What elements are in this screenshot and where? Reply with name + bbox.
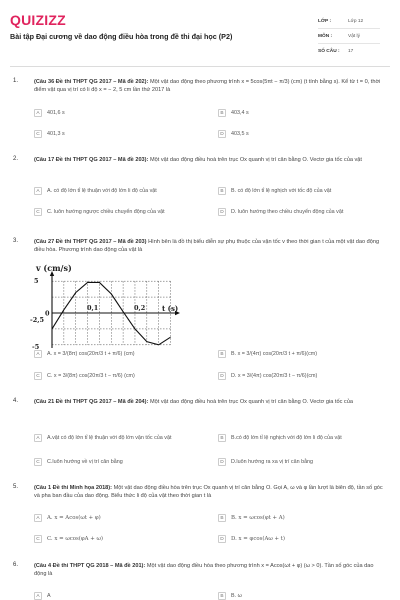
option-b[interactable] <box>218 591 388 600</box>
option-b[interactable] <box>218 433 388 443</box>
question-text <box>34 156 386 164</box>
meta-box <box>318 14 380 59</box>
option-text: B.có độ lớn tỉ lệ nghịch với độ lớn li độ của vật <box>231 434 342 441</box>
meta-label: MÔN : <box>318 33 333 39</box>
meta-value: Lớp 12 <box>348 18 364 24</box>
question-text <box>34 238 386 254</box>
question-source: (Câu 17 Đề thi THPT QG 2017 – Mã đề 203): <box>34 157 149 163</box>
option-text: 401,6 s <box>47 109 65 116</box>
option-letter: A <box>34 350 42 358</box>
option-letter: A <box>34 187 42 195</box>
option-c[interactable] <box>34 534 204 544</box>
option-letter: B <box>218 187 226 195</box>
question-number: 1. <box>13 78 19 84</box>
option-a[interactable] <box>34 186 204 196</box>
option-a[interactable] <box>34 591 204 600</box>
option-b[interactable] <box>218 513 388 523</box>
option-letter: C <box>34 458 42 466</box>
option-text: D.luôn hướng ra xa vị trí cân bằng <box>231 458 314 465</box>
option-text: A <box>47 592 51 599</box>
option-text: C. luôn hướng ngược chiều chuyển động của vật <box>47 208 165 215</box>
question-source: (Câu 36 Đề thi THPT QG 2017 – Mã đề 202): <box>34 79 149 85</box>
option-b[interactable] <box>218 186 388 196</box>
option-text: A. x = 3/(8π) cos(20π/3 t + π/6) (cm) <box>47 350 135 357</box>
option-letter: D <box>218 208 226 216</box>
question-source: (Câu 1 Đề thi Minh họa 2018): <box>34 485 113 491</box>
option-d[interactable] <box>218 371 388 381</box>
option-letter: B <box>218 434 226 442</box>
header <box>10 12 390 58</box>
question-source: (Câu 27 Đề thi THPT QG 2017 – Mã đề 203) <box>34 239 147 245</box>
question-4 <box>10 398 390 470</box>
option-text: B. có độ lớn tỉ lệ nghịch với tốc độ của vật <box>231 187 332 194</box>
option-text: B. ω <box>231 592 242 599</box>
meta-row-count <box>318 44 380 59</box>
option-c[interactable] <box>34 207 204 217</box>
option-text: A. x = Acos(ωt + φ) <box>47 514 101 521</box>
question-number: 4. <box>13 398 19 404</box>
y-tick-label: 5 <box>34 277 39 285</box>
question-2 <box>10 156 390 218</box>
option-text: C. x = ωcos(φA + ω) <box>47 535 103 542</box>
option-text: C. x = 3/(8π) cos(20π/3 t − π/6) (cm) <box>47 372 135 379</box>
question-body: Một vật dao động điều hòa theo phương trình x = Acos(ωt + φ) (ω > 0). Tần số góc của dao động là <box>34 563 374 577</box>
y-tick-label: -5 <box>32 343 40 351</box>
question-text <box>34 78 386 94</box>
question-text <box>34 484 386 500</box>
question-body: Một vật dao động theo phương trình x = 5cos(5πt − π/3) (cm) (t tính bằng s). Kể từ t = 0, thời điểm vật qua vị trí có li độ x = − 2, 5 cm lần thứ 2017 là <box>34 79 381 93</box>
option-d[interactable] <box>218 129 388 139</box>
chart-axes <box>45 271 180 348</box>
option-c[interactable] <box>34 457 204 467</box>
option-letter: D <box>218 372 226 380</box>
option-text: B. x = ωcos(φt + A) <box>231 514 285 521</box>
question-body: Một vật dao động điều hoà trên trục Ox quanh vị trí cân bằng O. Vectơ gia tốc của <box>148 399 353 405</box>
option-text: A. có độ lớn tỉ lệ thuận với độ lớn li độ của vật <box>47 187 157 194</box>
option-b[interactable] <box>218 108 388 118</box>
option-letter: A <box>34 434 42 442</box>
option-a[interactable] <box>34 108 204 118</box>
page-title: Bài tập Đại cương về dao động điều hòa trong đề thi đại học (P2) <box>10 32 233 41</box>
option-text: 403,5 s <box>231 130 249 137</box>
question-text <box>34 562 386 578</box>
option-letter: B <box>218 592 226 600</box>
question-body: Một vật dao động điều hòa trên trục Ox quanh vị trí cân bằng O. Gọi A, ω và φ lần lượt là biên độ, tần số góc và pha ban đầu của dao động. Biểu thức li độ của vật theo thời gian t là <box>34 485 383 499</box>
option-d[interactable] <box>218 457 388 467</box>
option-letter: A <box>34 109 42 117</box>
option-letter: A <box>34 514 42 522</box>
option-a[interactable] <box>34 431 204 445</box>
x-tick-label: 0,1 <box>87 304 99 312</box>
meta-value: Vật lý <box>348 33 360 39</box>
option-d[interactable] <box>218 534 388 544</box>
x-tick-label: 0,2 <box>134 304 146 312</box>
option-b[interactable] <box>218 349 388 359</box>
option-letter: C <box>34 208 42 216</box>
option-letter: C <box>34 535 42 543</box>
option-letter: C <box>34 372 42 380</box>
option-text: 401,3 s <box>47 130 65 137</box>
question-number: 2. <box>13 156 19 162</box>
x-axis-label: t (s) <box>162 304 179 313</box>
quizizz-logo: QUIZIZZ <box>10 12 66 28</box>
header-divider <box>10 66 390 67</box>
question-1 <box>10 78 390 140</box>
meta-label: LỚP : <box>318 18 332 24</box>
question-body: Một vật dao động điều hoà trên trục Ox quanh vị trí cân bằng O. Vectơ gia tốc của vật <box>148 157 362 163</box>
question-number: 5. <box>13 484 19 490</box>
question-source: (Câu 4 Đề thi THPT QG 2018 – Mã đề 201): <box>34 563 146 569</box>
option-a[interactable] <box>34 513 204 523</box>
meta-label: SỐ CÂU : <box>318 49 340 54</box>
question-source: (Câu 21 Đề thi THPT QG 2017 – Mã đề 204): <box>34 399 149 405</box>
meta-row-class <box>318 14 380 29</box>
question-number: 6. <box>13 562 19 568</box>
option-letter: D <box>218 458 226 466</box>
option-c[interactable] <box>34 129 204 139</box>
option-letter: B <box>218 514 226 522</box>
origin-label: 0 <box>45 309 50 318</box>
meta-row-subject <box>318 29 380 44</box>
option-letter: A <box>34 592 42 600</box>
y-tick-label: -2,5 <box>30 316 45 324</box>
option-letter: C <box>34 130 42 138</box>
velocity-time-chart <box>30 262 190 354</box>
question-5 <box>10 484 390 550</box>
option-text: B. x = 3/(4π) cos(20π/3 t + π/6)(cm) <box>231 350 318 357</box>
question-text <box>34 398 386 406</box>
question-6 <box>10 562 390 600</box>
option-text: A.vật có độ lớn tỉ lệ thuận với độ lớn vận tốc của vật <box>47 434 172 441</box>
option-text: 403,4 s <box>231 109 249 116</box>
meta-value: 17 <box>348 49 354 54</box>
option-letter: B <box>218 350 226 358</box>
option-c[interactable] <box>34 371 204 381</box>
option-d[interactable] <box>218 207 388 217</box>
question-body: Hình bên là đồ thị biểu diễn sự phụ thuộc của vận tốc v theo thời gian t của một vật dao động điều hòa. Phương trình dao động của vật là <box>34 239 380 253</box>
option-letter: D <box>218 535 226 543</box>
option-text: D. luôn hướng theo chiều chuyển động của vật <box>231 208 344 215</box>
y-axis-label: v (cm/s) <box>36 263 72 273</box>
option-text: D. x = 3/(4π) cos(20π/3 t − π/6)(cm) <box>231 372 318 379</box>
option-text: C.luôn hướng về vị trí cân bằng <box>47 458 123 465</box>
question-number: 3. <box>13 238 19 244</box>
option-letter: B <box>218 109 226 117</box>
option-text: D. x = φcos(Aω + t) <box>231 535 285 542</box>
option-letter: D <box>218 130 226 138</box>
